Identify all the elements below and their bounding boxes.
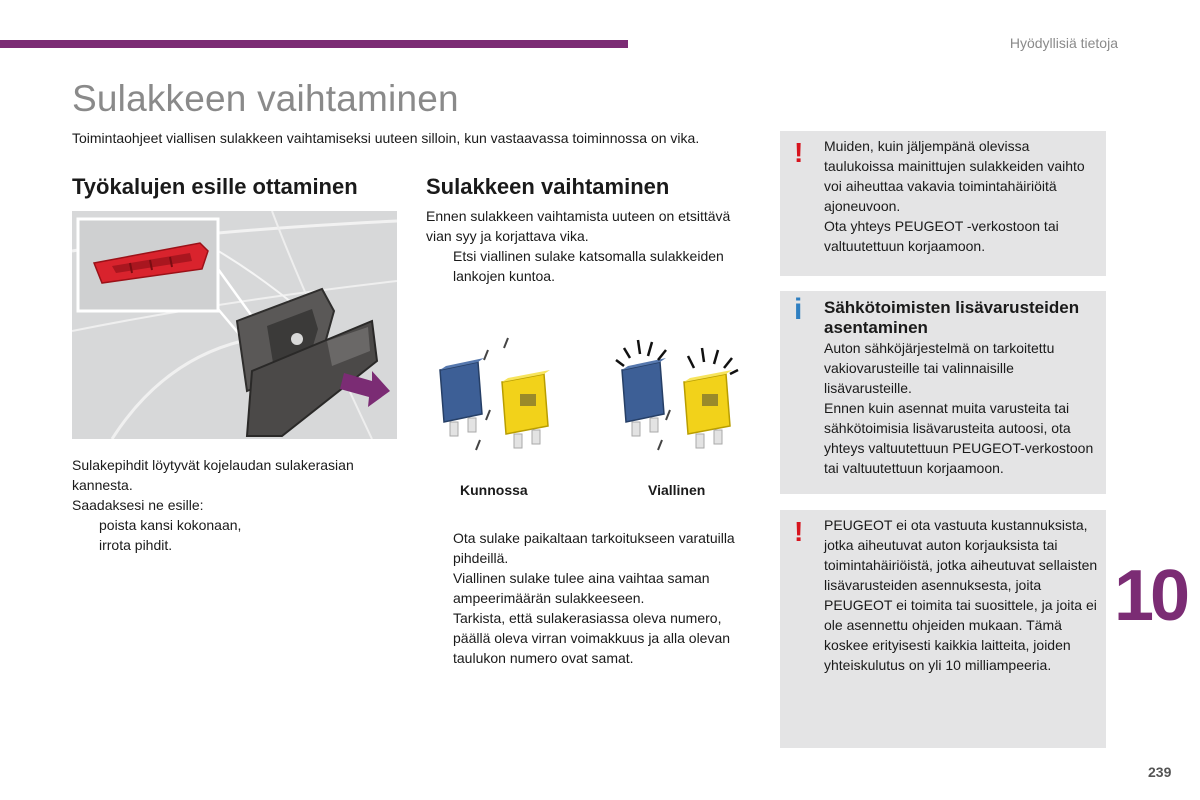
list-item — [426, 608, 756, 668]
section-title: Hyödyllisiä tietoja — [1009, 35, 1118, 51]
chapter-color-bar — [0, 40, 628, 48]
info-text-2: Ennen kuin asennat muita varusteita tai sähkötoimisia lisävarusteita autoosi, ota yhteys valtuutettuun PEUGEOT-verkostoon tai valtuutettuun korjaamoon. — [824, 400, 1094, 476]
bullet-text: Viallinen sulake tulee aina vaihtaa saman ampeerimäärän sulakkeeseen. — [453, 570, 710, 606]
bullet-text: Tarkista, että sulakerasiassa oleva numero, päällä oleva virran voimakkuus ja alla olevan taulukon numero ovat samat. — [453, 610, 731, 666]
tools-text-2: Saadaksesi ne esille: — [72, 497, 204, 513]
bullet-text: Ota sulake paikaltaan tarkoitukseen varatuilla pihdeillä. — [453, 530, 735, 566]
fuse-faulty-pair — [616, 340, 738, 450]
tools-heading: Työkalujen esille ottaminen — [72, 174, 358, 199]
list-item — [72, 515, 397, 535]
warning-box-liability — [780, 510, 1106, 748]
info-heading: Sähkötoimisten lisävarusteiden asentaminen — [824, 298, 1080, 337]
info-box-accessories — [780, 291, 1106, 494]
replace-heading: Sulakkeen vaihtaminen — [426, 174, 670, 199]
warning-text-1: Muiden, kuin jäljempänä olevissa taulukoissa mainittujen sulakkeiden vaihto voi aiheuttaa vakavia toimintahäiriöitä ajoneuvoon. — [824, 138, 1085, 214]
replace-bullet-list — [426, 528, 756, 668]
fuse-faulty-label: Viallinen — [648, 482, 706, 498]
bullet-text: poista kansi kokonaan, — [99, 517, 242, 533]
warning-text-2: Ota yhteys PEUGEOT -verkostoon tai valtuutettuun korjaamoon. — [824, 218, 1059, 254]
fuse-ok-label: Kunnossa — [460, 482, 528, 498]
list-item — [72, 535, 397, 555]
warning-liability-text: PEUGEOT ei ota vastuuta kustannuksista, jotka aiheutuvat auton korjauksista tai toimintahäiriöistä, jotka aiheutuvat sellaisten lisävarusteiden asennuksesta, joita PEUGEOT ei toimita tai suosittele, ja joita ei ole asennettu ohjeiden mukaan. Tämä koskee erityisesti kaikkia laitteita, joiden yhteiskulutus on yli 10 milliampeeria. — [824, 517, 1098, 673]
list-item — [426, 528, 756, 568]
replace-top-bullets — [426, 246, 746, 286]
fuse-ok-pair — [440, 338, 550, 450]
page-title: Sulakkeen vaihtaminen — [72, 78, 459, 119]
fuse-drawings — [426, 330, 756, 460]
replace-text — [426, 206, 746, 286]
tools-text — [72, 455, 397, 555]
fuse-condition-illustration — [426, 330, 756, 460]
replace-intro: Ennen sulakkeen vaihtamista uuteen on etsittävä vian syy ja korjattava vika. — [426, 208, 731, 244]
info-icon: i — [794, 293, 803, 326]
page-number: 239 — [1148, 764, 1172, 780]
tools-bullet-list — [72, 515, 397, 555]
warning-icon: ! — [794, 137, 804, 168]
warning-box-fuses — [780, 131, 1106, 276]
tools-text-1: Sulakepihdit löytyvät kojelaudan sulakerasian kannesta. — [72, 457, 354, 493]
bullet-text: irrota pihdit. — [99, 537, 173, 553]
intro-text: Toimintaohjeet viallisen sulakkeen vaihtamiseksi uuteen silloin, kun vastaavassa toiminnossa on vika. — [72, 130, 700, 146]
chapter-number: 10 — [1114, 556, 1187, 636]
list-item — [426, 568, 756, 608]
dashboard-fusebox-drawing — [72, 211, 397, 439]
bullet-text: Etsi viallinen sulake katsomalla sulakkeiden lankojen kuntoa. — [453, 248, 724, 284]
warning-icon: ! — [794, 516, 804, 547]
info-text-1: Auton sähköjärjestelmä on tarkoitettu vakiovarusteille tai valinnaisille lisävarusteille. — [824, 340, 1055, 396]
list-item — [426, 246, 746, 286]
replace-steps — [426, 528, 756, 668]
fuse-pliers-illustration — [72, 211, 397, 439]
